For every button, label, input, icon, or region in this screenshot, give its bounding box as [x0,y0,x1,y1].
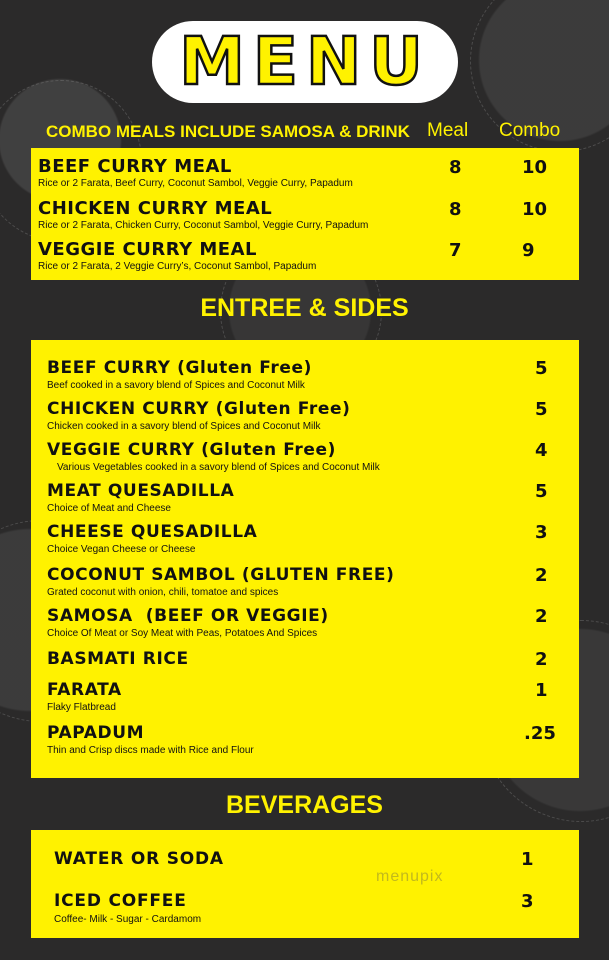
item-name: SAMOSA (BEEF OR VEGGIE) [47,606,329,626]
meal-price: 8 [449,157,462,178]
combo-price: 10 [522,157,548,178]
item-description: Beef cooked in a savory blend of Spices and Coconut Milk [47,380,305,391]
item-description: Various Vegetables cooked in a savory blend of Spices and Coconut Milk [57,462,380,473]
item-name: PAPADUM [47,723,145,743]
item-description: Choice Vegan Cheese or Cheese [47,544,196,555]
meal-price: 7 [449,240,462,261]
menu-title-banner [152,21,458,103]
beverages-panel [31,830,579,938]
item-price: 3 [521,891,534,912]
watermark: menupix [376,868,444,885]
entree-sides-panel [31,340,579,778]
item-name: FARATA [47,680,122,700]
item-price: 3 [535,522,548,543]
combo-header-row [0,120,609,144]
item-price: 1 [535,680,548,701]
combo-meals-panel [31,148,579,280]
item-name: CHICKEN CURRY MEAL [38,198,273,219]
meal-price: 8 [449,199,462,220]
item-price: 2 [535,649,548,670]
meal-column-label: Meal [427,120,469,141]
combo-price: 10 [522,199,548,220]
item-price: 2 [535,565,548,586]
item-name: CHEESE QUESADILLA [47,522,258,542]
item-name: VEGGIE CURRY MEAL [38,239,258,260]
menu-title: MENU [179,23,431,100]
item-description: Chicken cooked in a savory blend of Spices and Coconut Milk [47,421,321,432]
beverages-heading: BEVERAGES [226,791,383,819]
item-price: 1 [521,849,534,870]
item-description: Grated coconut with onion, chili, tomatoe and spices [47,587,279,598]
entree-sides-heading: ENTREE & SIDES [200,294,409,322]
item-description: Rice or 2 Farata, Beef Curry, Coconut Sambol, Veggie Curry, Papadum [38,178,353,189]
item-description: Flaky Flatbread [47,702,116,713]
item-description: Rice or 2 Farata, Chicken Curry, Coconut Sambol, Veggie Curry, Papadum [38,220,369,231]
item-description: Choice of Meat and Cheese [47,503,171,514]
item-name: MEAT QUESADILLA [47,481,235,501]
combo-price: 9 [522,240,535,261]
item-price: .25 [524,723,556,744]
item-description: Thin and Crisp discs made with Rice and Flour [47,745,254,756]
item-price: 5 [535,358,548,379]
item-name: COCONUT SAMBOL (GLUTEN FREE) [47,565,395,585]
item-price: 5 [535,399,548,420]
combo-heading: COMBO MEALS INCLUDE SAMOSA & DRINK [46,122,410,141]
item-description: Choice Of Meat or Soy Meat with Peas, Potatoes And Spices [47,628,318,639]
item-description: Coffee- Milk - Sugar - Cardamom [54,914,202,925]
item-name: WATER OR SODA [54,849,224,869]
item-name: BEEF CURRY (Gluten Free) [47,358,312,378]
item-price: 2 [535,606,548,627]
item-name: VEGGIE CURRY (Gluten Free) [47,440,336,460]
item-name: CHICKEN CURRY (Gluten Free) [47,399,351,419]
item-price: 4 [535,440,548,461]
item-description: Rice or 2 Farata, 2 Veggie Curry’s, Coconut Sambol, Papadum [38,261,317,272]
item-name: ICED COFFEE [54,891,187,911]
item-name: BEEF CURRY MEAL [38,156,232,177]
item-name: BASMATI RICE [47,649,189,669]
item-price: 5 [535,481,548,502]
combo-column-label: Combo [499,120,561,141]
